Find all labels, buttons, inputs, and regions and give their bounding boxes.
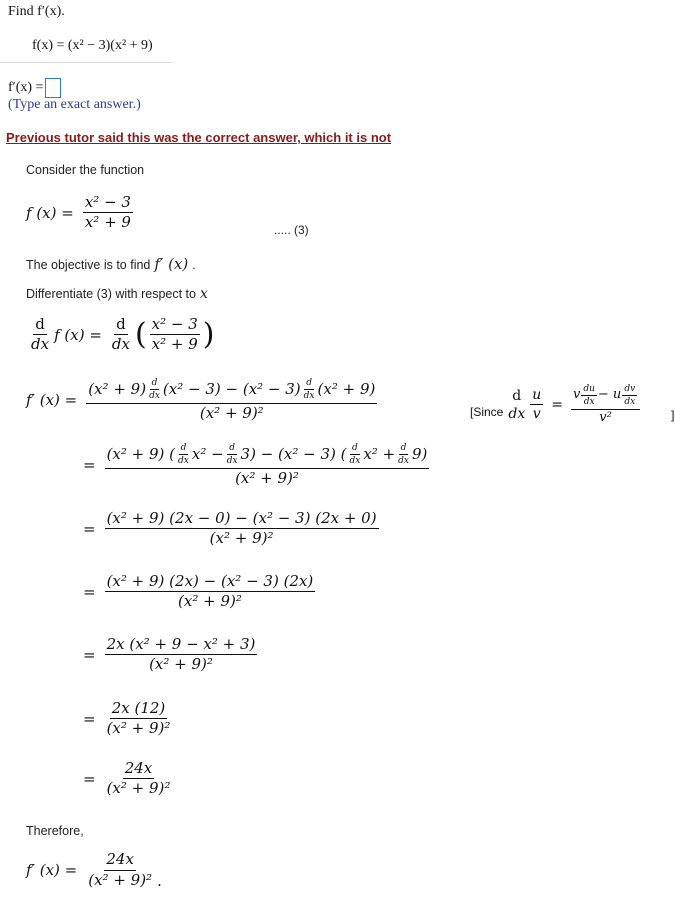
- step-combine: = $\frac{2x (12)}{\text{(x² + 9)²}}$: [83, 699, 171, 738]
- equation-ref: ..... (3): [274, 223, 309, 237]
- question-function: f(x) = (x² − 3)(x² + 9): [32, 38, 153, 53]
- divider: [0, 62, 172, 63]
- objective-line: The objective is to find f′ (x) .: [26, 255, 196, 273]
- question-title: Find f′(x).: [8, 4, 65, 19]
- function-fraction: $\frac{\text{x² − 3}}{\text{x² + 9}}$: [84, 193, 131, 232]
- answer-hint: (Type an exact answer.): [8, 97, 141, 112]
- function-definition: f (x) = $\frac{\text{x² − 3}}{\text{x² + 9}}$: [26, 193, 131, 232]
- step-derivatives: = $\frac{\text{(x² + 9) (2x − 0) − (x² − 3) (2x + 0)}}{\text{(x² + 9)²}}$: [83, 509, 377, 548]
- expand-step: = (x² + 9) ( $\frac{d}{dx}$ x² − $\frac{d}{dx}$ 3) − (x² − 3) ( $\frac{d}{dx}$ x² + $\frac{d}{dx}$ 9) (x² + 9)²: [83, 443, 428, 487]
- answer-label: f′(x) =: [8, 80, 44, 95]
- final-answer: f′ (x) = $\frac{24x}{\text{(x² + 9)²}}$ .: [26, 850, 162, 890]
- step-result: = $\frac{24x}{\text{(x² + 9)²}}$: [83, 759, 171, 798]
- answer-row: [8, 78, 61, 98]
- quotient-rule-note: [Since d dx $\frac{u}{v}$ = v $\frac{du}{dx}$ − u $\frac{dv}{dx}$ v² ]: [470, 384, 675, 425]
- step-factor: = $\frac{\text{2x (x² + 9 − x² + 3)}}{\text{(x² + 9)²}}$: [83, 635, 256, 674]
- therefore-text: Therefore,: [26, 824, 84, 838]
- consider-text: Consider the function: [26, 163, 145, 177]
- derivative-setup: $\frac{d}{dx}$ f (x) = $\frac{d}{dx}$ ( $\frac{\text{x² − 3}}{\text{x² + 9}}$ ): [31, 315, 215, 354]
- tutor-warning: Previous tutor said this was the correct answer, which it is not: [6, 130, 392, 145]
- differentiate-line: Differentiate (3) with respect to x: [26, 286, 208, 302]
- answer-input[interactable]: [45, 78, 61, 98]
- step-simplify-1: = $\frac{\text{(x² + 9) (2x) − (x² − 3) (2x)}}{\text{(x² + 9)²}}$: [83, 572, 314, 611]
- quotient-rule-step: f′ (x) = (x² + 9) $\frac{d}{dx}$ (x² − 3) − (x² − 3) $\frac{d}{dx}$ (x² + 9) (x² + 9)²: [26, 378, 376, 422]
